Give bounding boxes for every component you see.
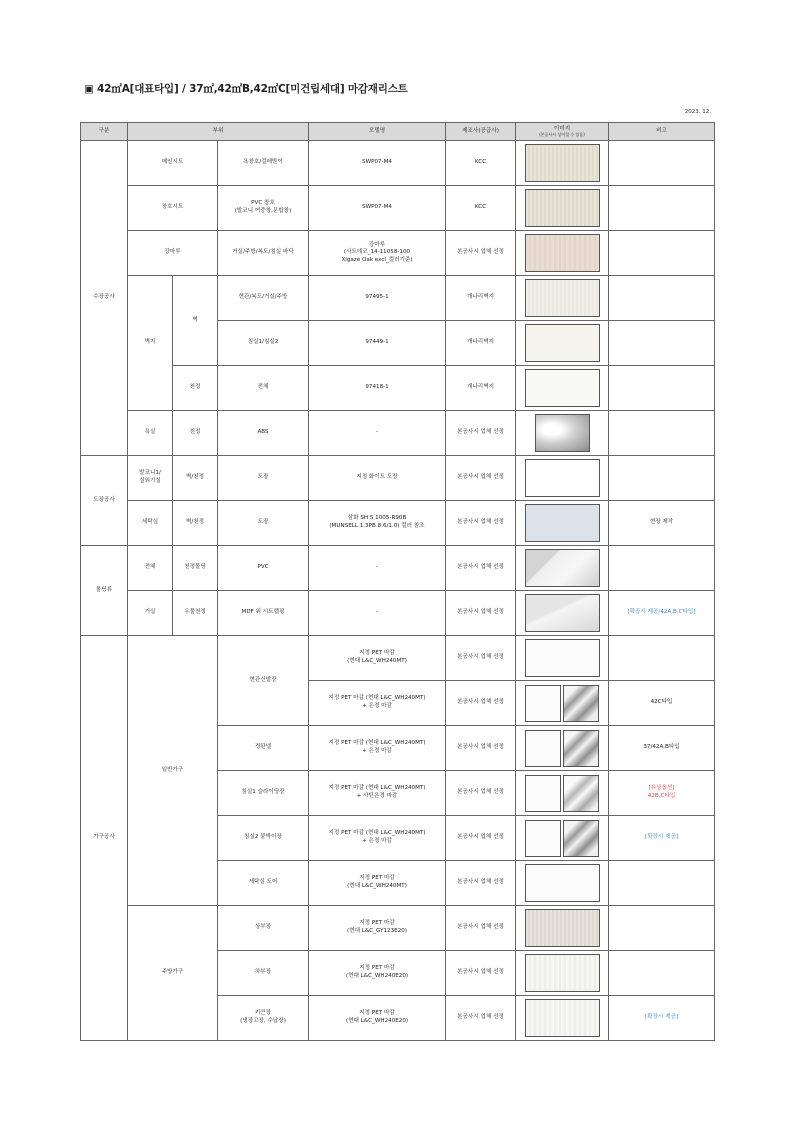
image-cell xyxy=(516,456,609,501)
material-swatch xyxy=(525,504,600,542)
model-cell: 지정 PET 마감 (현대 L&C_WH240MT) + 은경 마감 xyxy=(309,681,446,726)
table-header-row xyxy=(81,123,715,141)
location-cell: 현관신발장 xyxy=(218,636,309,726)
remark-cell xyxy=(609,276,715,321)
subpart-cell: 벽 xyxy=(173,276,218,366)
location-cell: 세탁실 도어 xyxy=(218,861,309,906)
maker-cell: 본공사시 업체 선정 xyxy=(446,951,516,996)
material-swatch xyxy=(525,369,600,407)
material-swatch xyxy=(525,189,600,227)
remark-cell: [확장시 제공] xyxy=(609,996,715,1041)
model-cell: 지정 PET 마감 (현대 L&C_WH240MT) + 사틴은경 마감 xyxy=(309,771,446,816)
maker-cell: 본공사시 업체 선정 xyxy=(446,726,516,771)
location-cell: ABS xyxy=(218,411,309,456)
table-row xyxy=(81,546,715,591)
remark-cell xyxy=(609,366,715,411)
location-cell: 하부장 xyxy=(218,951,309,996)
material-swatch xyxy=(525,775,561,812)
material-swatch xyxy=(525,459,600,497)
document-date: 2023. 12. xyxy=(684,109,711,115)
part-cell: 발코니1/ 실외기실 xyxy=(128,456,173,501)
header-image: 이미지 (본공사시 상이할 수 있음) xyxy=(516,123,609,141)
remark-cell xyxy=(609,951,715,996)
remark-cell xyxy=(609,141,715,186)
image-cell xyxy=(516,276,609,321)
model-cell: 지정 PET 마감 (현대 L&C_WH240E20) xyxy=(309,996,446,1041)
model-cell: 97495-1 xyxy=(309,276,446,321)
maker-cell: 본공사시 업체 선정 xyxy=(446,681,516,726)
location-cell: 상부장 xyxy=(218,906,309,951)
maker-cell: KCC xyxy=(446,186,516,231)
table-row xyxy=(81,456,715,501)
part-cell: 욕실 xyxy=(128,411,173,456)
part-cell: 창호시트 xyxy=(128,186,218,231)
material-swatch xyxy=(525,639,600,677)
remark-cell xyxy=(609,321,715,366)
model-cell: 지정 PET 마감 (현대 L&C_WH240MT) xyxy=(309,636,446,681)
remark-cell xyxy=(609,861,715,906)
remark-cell: 42C타입 xyxy=(609,681,715,726)
model-cell: SWP07-M4 xyxy=(309,141,446,186)
maker-cell: 본공사시 업체 선정 xyxy=(446,906,516,951)
part-cell: 전체 xyxy=(128,546,173,591)
image-cell xyxy=(516,411,609,456)
part-cell: 주방가구 xyxy=(128,906,218,1041)
image-cell xyxy=(516,816,609,861)
maker-cell: 본공사시 업체 선정 xyxy=(446,546,516,591)
location-cell: 욕창호/걸레받이 xyxy=(218,141,309,186)
finish-materials-table xyxy=(80,122,715,1041)
subpart-cell: 벽/천정 xyxy=(173,501,218,546)
table-row xyxy=(81,231,715,276)
model-cell: 강마루 (사트데코_14-11058-100 Xigaze Oak excl_컬러기준) xyxy=(309,231,446,276)
model-cell: 지정 PET 마감 (현대 L&C_GY123E20) xyxy=(309,906,446,951)
maker-cell: 본공사시 업체 선정 xyxy=(446,771,516,816)
location-cell: 침실2 붙박이장 xyxy=(218,816,309,861)
model-cell: 지정 화이트 도장 xyxy=(309,456,446,501)
material-swatch xyxy=(525,909,600,947)
page-title: ▣ 42㎡A[대표타입] / 37㎡,42㎡B,42㎡C[미건립세대] 마감재리스트 xyxy=(84,83,408,95)
image-cell xyxy=(516,681,609,726)
table-row xyxy=(81,501,715,546)
subpart-cell: 천정 xyxy=(173,366,218,411)
maker-cell: 본공사시 업체 선정 xyxy=(446,636,516,681)
material-swatch xyxy=(525,820,561,857)
header-image-note: (본공사시 상이할 수 있음) xyxy=(539,132,585,138)
group-label: 가구공사 xyxy=(81,636,128,1041)
maker-cell: 개나리벽지 xyxy=(446,366,516,411)
mirror-swatch xyxy=(563,730,599,767)
table-row xyxy=(81,906,715,951)
remark-cell: [유상옵션] 42B,C타입 xyxy=(609,771,715,816)
location-cell: 현관/복도/거실/주방 xyxy=(218,276,309,321)
remark-cell xyxy=(609,636,715,681)
group-label: 수장공사 xyxy=(81,141,128,456)
maker-cell: KCC xyxy=(446,141,516,186)
material-swatch xyxy=(525,324,600,362)
maker-cell: 개나리벽지 xyxy=(446,276,516,321)
maker-cell: 개나리벽지 xyxy=(446,321,516,366)
material-swatch xyxy=(525,954,600,992)
maker-cell: 본공사시 업체 선정 xyxy=(446,411,516,456)
header-part: 부위 xyxy=(128,123,309,141)
table-row xyxy=(81,186,715,231)
model-cell: - xyxy=(309,546,446,591)
maker-cell: 본공사시 업체 선정 xyxy=(446,816,516,861)
location-cell: 침실1/침실2 xyxy=(218,321,309,366)
image-cell xyxy=(516,771,609,816)
model-cell: 지정 PET 마감 (현대 L&C_WH240MT) xyxy=(309,861,446,906)
material-swatch xyxy=(525,549,600,587)
image-cell xyxy=(516,141,609,186)
image-cell xyxy=(516,321,609,366)
header-model: 모델명 xyxy=(309,123,446,141)
material-swatch xyxy=(525,864,600,902)
material-swatch xyxy=(525,685,561,722)
image-cell xyxy=(516,366,609,411)
image-cell xyxy=(516,591,609,636)
image-cell xyxy=(516,726,609,771)
part-cell: 세탁실 xyxy=(128,501,173,546)
image-cell xyxy=(516,636,609,681)
table-row xyxy=(81,141,715,186)
part-cell: 일반가구 xyxy=(128,636,218,906)
maker-cell: 본공사시 업체 선정 xyxy=(446,231,516,276)
remark-cell: [확장시 제공/42A,B,C타입] xyxy=(609,591,715,636)
maker-cell: 본공사시 업체 선정 xyxy=(446,861,516,906)
image-cell xyxy=(516,996,609,1041)
table-row xyxy=(81,366,715,411)
maker-cell: 본공사시 업체 선정 xyxy=(446,591,516,636)
group-label: 도장공사 xyxy=(81,456,128,546)
table-row xyxy=(81,411,715,456)
maker-cell: 본공사시 업체 선정 xyxy=(446,501,516,546)
group-label: 몰딩류 xyxy=(81,546,128,636)
location-cell: 도장 xyxy=(218,456,309,501)
location-cell: MDF 위 시트랩핑 xyxy=(218,591,309,636)
image-cell xyxy=(516,231,609,276)
model-cell: 97449-1 xyxy=(309,321,446,366)
remark-cell: 현장 제작 xyxy=(609,501,715,546)
model-cell: 97418-1 xyxy=(309,366,446,411)
material-swatch xyxy=(525,279,600,317)
model-cell: 지정 PET 마감 (현대 L&C_WH240E20) xyxy=(309,951,446,996)
image-cell xyxy=(516,906,609,951)
mirror-swatch xyxy=(563,820,599,857)
subpart-cell: 천정몰딩 xyxy=(173,546,218,591)
part-cell: 메인시트 xyxy=(128,141,218,186)
subpart-cell: 벽/천정 xyxy=(173,456,218,501)
image-cell xyxy=(516,546,609,591)
header-maker: 제조사(공급사) xyxy=(446,123,516,141)
model-cell: SWP07-M4 xyxy=(309,186,446,231)
material-swatch xyxy=(535,414,590,452)
subpart-cell: 천정 xyxy=(173,411,218,456)
remark-cell: [확장시 제공] xyxy=(609,816,715,861)
image-cell xyxy=(516,501,609,546)
material-swatch xyxy=(525,999,600,1037)
remark-cell xyxy=(609,456,715,501)
model-cell: 삼화 SH S 1005-R90B (MUNSELL 1.3PB 8.6/1.0) 컬러 참조 xyxy=(309,501,446,546)
part-cell: 벽지 xyxy=(128,276,173,411)
table-row xyxy=(81,636,715,681)
table-row xyxy=(81,276,715,321)
satin-mirror-swatch xyxy=(563,775,599,812)
model-cell: - xyxy=(309,411,446,456)
remark-cell xyxy=(609,186,715,231)
model-cell: 지정 PET 마감 (현대 L&C_WH240MT) + 은경 마감 xyxy=(309,726,446,771)
location-cell: 경판넬 xyxy=(218,726,309,771)
location-cell: 거실/주방/복도/침실 바닥 xyxy=(218,231,309,276)
part-cell: 강마루 xyxy=(128,231,218,276)
location-cell: 도장 xyxy=(218,501,309,546)
material-swatch xyxy=(525,594,600,632)
part-cell: 거실 xyxy=(128,591,173,636)
location-cell: 전체 xyxy=(218,366,309,411)
remark-cell xyxy=(609,906,715,951)
maker-cell: 본공사시 업체 선정 xyxy=(446,996,516,1041)
remark-cell xyxy=(609,231,715,276)
table-row xyxy=(81,591,715,636)
remark-cell xyxy=(609,411,715,456)
image-cell xyxy=(516,861,609,906)
location-cell: 키큰장 (냉장고장, 수납장) xyxy=(218,996,309,1041)
model-cell: - xyxy=(309,591,446,636)
maker-cell: 본공사시 업체 선정 xyxy=(446,456,516,501)
remark-cell: 37/42A,B타입 xyxy=(609,726,715,771)
location-cell: PVC 창호 (발코니 여중창,문합창) xyxy=(218,186,309,231)
material-swatch xyxy=(525,730,561,767)
remark-cell xyxy=(609,546,715,591)
mirror-swatch xyxy=(563,685,599,722)
location-cell: PVC xyxy=(218,546,309,591)
location-cell: 침실1 슬라이딩장 xyxy=(218,771,309,816)
model-cell: 지정 PET 마감 (현대 L&C_WH240MT) + 은경 마감 xyxy=(309,816,446,861)
material-swatch xyxy=(525,144,600,182)
image-cell xyxy=(516,186,609,231)
image-cell xyxy=(516,951,609,996)
header-category: 구분 xyxy=(81,123,128,141)
subpart-cell: 우물천정 xyxy=(173,591,218,636)
header-remark: 비고 xyxy=(609,123,715,141)
material-swatch xyxy=(525,234,600,272)
